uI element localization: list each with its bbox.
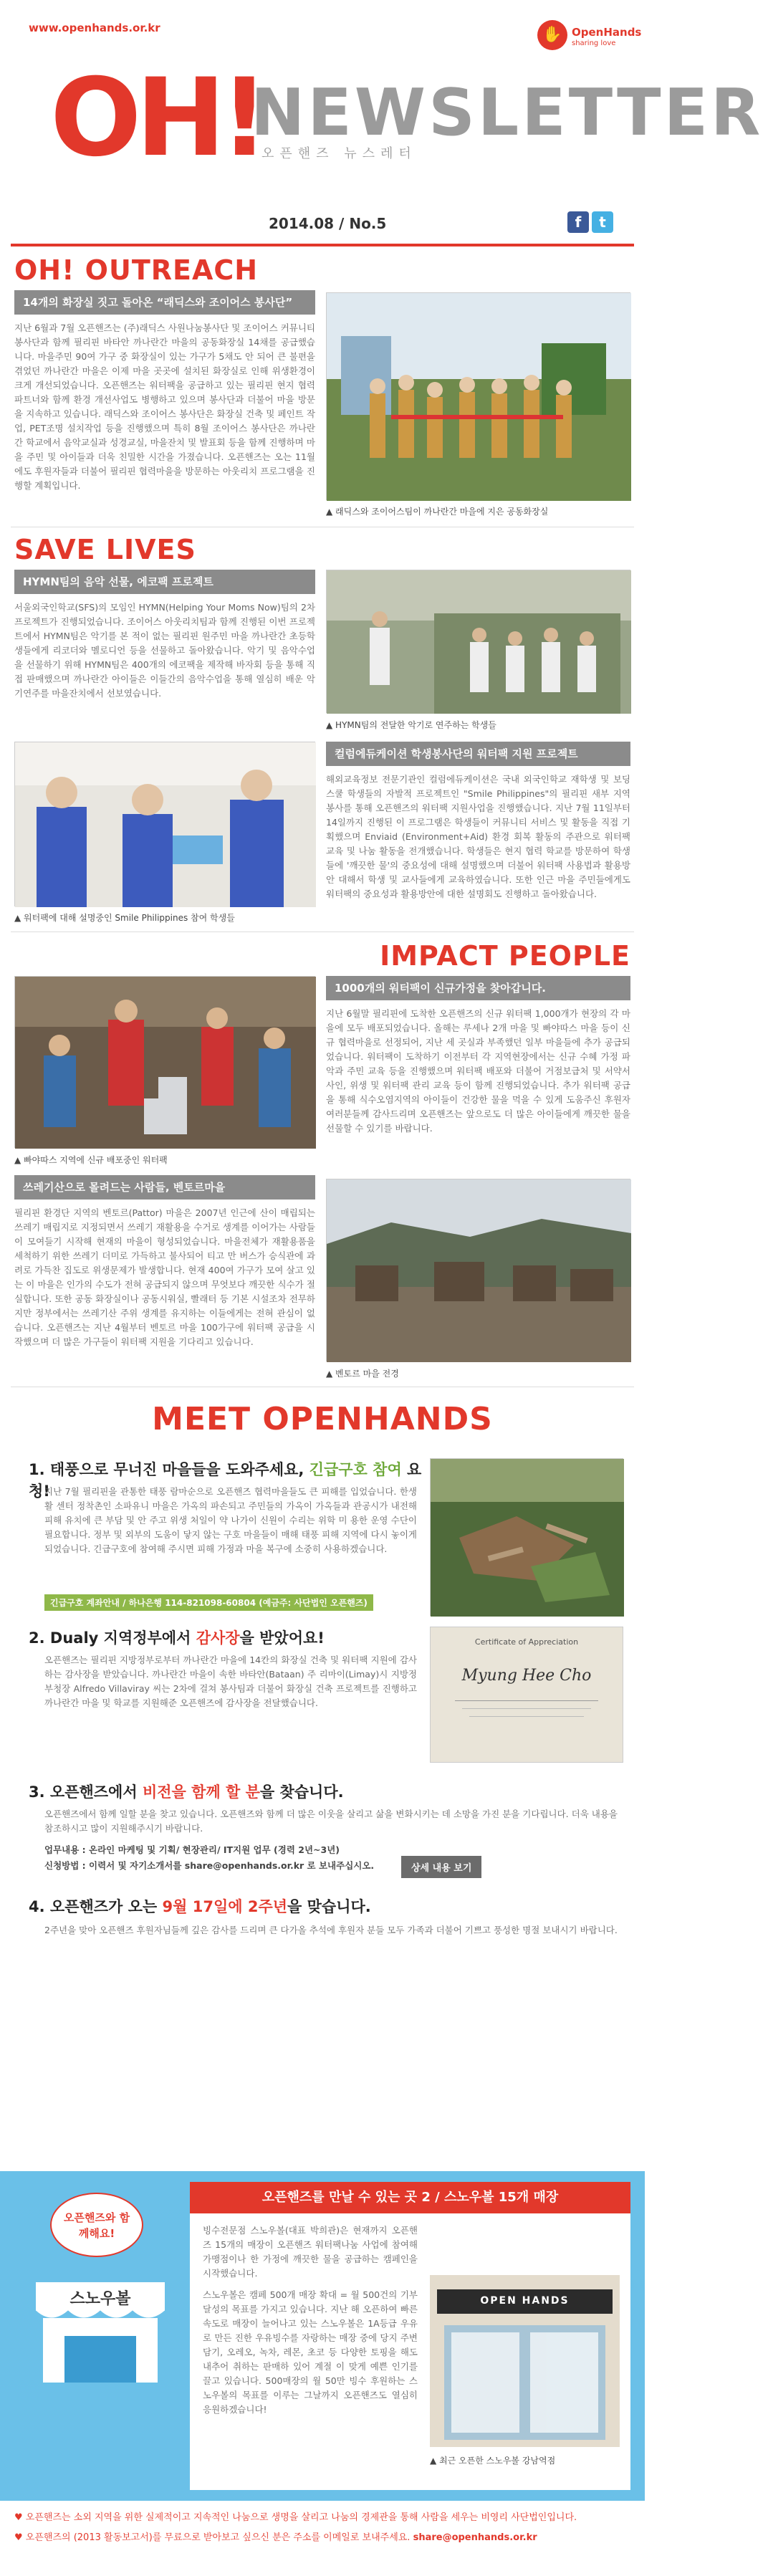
footer-email[interactable]: share@openhands.or.kr — [413, 2532, 537, 2543]
impact-body2: 필리핀 환경단 지역의 벤토르(Pattor) 마을은 2007년 인근에 산이 매립되는 쓰레기 매립지로 지정되면서 쓰레기 재활용을 수거로 생계를 이어가는 사람들이 모여들기 시작해 현재의 마을이 형성되었습니다. 마을전체가 재활용품을 세척하기 위한 쓰레기 더미로 가득하고 불사되어 티고 만 버스가 승식관에 과려로 가득찬 집도로 위생문제가 발생합니다. 현재 400여 가구가 모여 살고 있는 이 마을은 인가의 수도가 전혀 공급되지 않으며 무엇보다 깨끗한 식수가 절실합니다. 또한 공동 화장실이나 공동시워실, 빨래터 등 기본 시설조차 전무하지만 정부에서는 쓰레기산 주위 생계를 유지하는 이들에게는 전혀 관심이 없습니다. 오픈핸즈는 지난 4월부터 벤토르 마을 100가구에 워터팩 공급을 시작했으며 더 많은 가구들이 워터팩 지원을 기다리고 있습니다. — [14, 1207, 315, 1347]
store-caption-text: 최근 오픈한 스노우볼 강남역점 — [439, 2456, 556, 2466]
brand-name: OpenHands — [572, 26, 642, 39]
brand-tagline: sharing love — [572, 39, 616, 47]
payatas-photo-art — [15, 977, 316, 1149]
impact-title: IMPACT PEOPLE — [380, 940, 630, 972]
account-info: 긴급구호 계좌안내 / 하나은행 114-821098-60804 (예금주: 사단법인 오픈핸즈) — [44, 1594, 373, 1611]
website-url[interactable]: www.openhands.or.kr — [29, 21, 160, 34]
meet-item4-body: 2주년을 맞아 오픈핸즈 후원자님들께 깊은 감사를 드리며 큰 다가올 추석에 후원자 분들 모두 가족과 더불어 기쁘고 풍성한 명절 보내시기 바랍니다. — [44, 1925, 618, 1935]
typhoon-photo — [430, 1458, 623, 1616]
meet-item1-body: 지난 7월 필리핀을 관통한 태풍 람마순으로 오픈핸즈 협력마을들도 큰 피해를 입었습니다. 한생활 센터 정착촌인 소파유니 마을은 가옥의 파손되고 주민들의 가옥이 가옥들과 관공시가 내전해 피해 유치에 큰 부담 및 안 주고 위생 처일이 약 나가이 신원이 수리는 위학 미 용한 운영 수단이 필요합니다. 정부 및 외부의 도움이 닿지 않는 구호 마을들이 매해 태풍 피해 지역에 다시 놓이게 되었습니다. 긴급구호에 참여해 주시면 피해 가정과 마을 복구에 소중히 사용하겠습니다. — [44, 1486, 417, 1554]
snowball-body1: 빙수전문점 스노우볼(대표 박희관)은 현재까지 오픈핸즈 15개의 매장이 오픈핸즈 워터팩나눔 사업에 참여해 가맹점이나 한 가정에 깨끗한 물을 공급하는 캠페인을 시작했습니다. — [203, 2225, 418, 2279]
save-lives-title: SAVE LIVES — [14, 534, 196, 565]
certificate-line — [455, 1700, 598, 1701]
smile-photo-art — [15, 742, 316, 907]
meet-item2-body: 오픈핸즈는 필리핀 지방정부로부터 까나란간 마을에 14칸의 화장실 건축 및 워터팩 지원에 감사하는 감사장을 받았습니다. 까나란간 마을이 속한 바타안(Bataan) 주 리마이(Limay)시 지방정부청장 Alfredo Villaviray 씨는 2차에 걸쳐 봉사팀과 더불어 화장실 건축 프로젝트를 진행하고 까나란간 마을 및 학교를 지원해준 오픈핸즈에 감사장을 전달했습니다. — [44, 1655, 417, 1708]
payatas-caption-text: 빠야따스 지역에 신규 배포중인 워터팩 — [24, 1155, 168, 1165]
hymn-caption-text: HYMN팀의 전달한 악기로 연주하는 학생들 — [335, 720, 496, 730]
save-lives-body2: 해외교육정보 전문기관인 컬럼에듀케이션은 국내 외국인학교 재학생 및 보딩스쿨 학생들의 자발적 프로젝트인 "Smile Philippines"의 필리핀 새부 지역 봉사를 통해 오픈핸즈의 워터팩 지원사업을 진행했습니다. 지난 7월 11일부터 14일까지 진행된 이 프로그램은 학생들이 커뮤니티 서비스 및 활동을 직접 기획했으며 Enviaid (Environment+Aid) 환경 회복 활동의 주관으로 워터팩 교육 및 나눔 활동을 전개했습니다. 학생들은 현지 협력 학교를 방문하여 학생들에 '깨끗한 물'의 중요성에 대해 설명했으며 더불어 워터팩 사용법과 활용방안 대해서 학생 및 교사들에게 교육하였습니다. 또한 인근 마을 주민들에게도 워터팩의 중요성과 활용방안에 대한 설명회도 진행하고 돌아왔습니다. — [326, 774, 630, 899]
twitter-icon[interactable]: t — [592, 211, 613, 233]
store-photo — [430, 2275, 620, 2447]
outreach-bar: 14개의 화장실 짓고 돌아온 “래딕스와 조이어스 봉사단” — [14, 290, 315, 315]
save-lives-bar1: HYMN팀의 음악 선물, 에코팩 프로젝트 — [14, 570, 315, 594]
details-button[interactable]: 상세 내용 보기 — [401, 1856, 481, 1878]
certificate-photo — [430, 1627, 623, 1763]
hymn-photo-art — [327, 570, 631, 714]
shop-illustration — [29, 2268, 172, 2383]
outreach-caption: ▲ 래딕스와 조이어스팀이 까나란간 마을에 지은 공동화장실 — [326, 507, 549, 517]
meet-item3-body: 오픈핸즈에서 함께 일할 분을 찾고 있습니다. 오픈핸즈와 함께 더 많은 이웃을 살리고 삶을 변화시키는 데 소망을 가진 분을 기다립니다. 더욱 내용을 참조하시고 많이 지원해주시기 바랍니다. — [44, 1809, 618, 1834]
meet-item3-jobs: 업무내용 : 온라인 마케팅 및 기획/ 현장관리/ IT지원 업무 (경력 2년~3년) — [44, 1844, 340, 1855]
smile-caption-text: 워터팩에 대해 설명중인 Smile Philippines 참여 학생들 — [24, 913, 235, 923]
item3-b: 비전을 함께 할 분 — [142, 1783, 260, 1801]
bentor-caption-text: 벤토르 마을 전경 — [335, 1369, 399, 1379]
bentor-photo — [326, 1179, 630, 1361]
facebook-icon[interactable]: f — [567, 211, 589, 233]
certificate-line — [469, 1716, 584, 1717]
hand-icon: ✋ — [537, 20, 567, 50]
footer-line2 — [14, 2529, 630, 2547]
outreach-caption-text: 래딕스와 조이어스팀이 까나란간 마을에 지은 공동화장실 — [335, 507, 549, 517]
impact-bar2: 쓰레기산으로 몰려드는 사람들, 벤토르마을 — [14, 1175, 315, 1200]
meet-item3-title — [29, 1781, 630, 1802]
heart-icon: ♥ — [14, 2532, 23, 2543]
smile-photo — [14, 742, 315, 906]
typhoon-photo-art — [431, 1459, 624, 1617]
store-caption: ▲ 최근 오픈한 스노우볼 강남역점 — [430, 2456, 556, 2466]
meet-item4-title — [29, 1895, 630, 1917]
certificate-line — [462, 1708, 591, 1709]
bentor-photo-art — [327, 1179, 631, 1362]
item4-num: 4. — [29, 1898, 45, 1915]
certificate-name: Myung Hee Cho — [461, 1667, 592, 1685]
heart-icon: ♥ — [14, 2512, 23, 2523]
payatas-caption: ▲ 빠야따스 지역에 신규 배포중인 워터팩 — [14, 1155, 168, 1165]
logo-oh: OH! — [50, 56, 264, 181]
item4-c: 을 맞습니다. — [287, 1898, 371, 1915]
payatas-photo — [14, 976, 315, 1148]
bubble-text: 오픈핸즈와 함께해요! — [63, 2211, 130, 2240]
outreach-photo-art — [327, 293, 631, 501]
meet-title: MEET OPENHANDS — [152, 1401, 493, 1437]
bentor-caption: ▲ 벤토르 마을 전경 — [326, 1369, 399, 1379]
outreach-photo — [326, 292, 630, 500]
item3-a: 오픈핸즈에서 — [49, 1783, 143, 1801]
shop-icon — [29, 2268, 172, 2383]
meet-item2-title — [29, 1627, 430, 1648]
item4-b: 9월 17일에 2주년 — [162, 1898, 288, 1915]
shop-sign: 스노우볼 — [69, 2290, 131, 2308]
item4-a: 오픈핸즈가 오는 — [49, 1898, 163, 1915]
item1-a: 태풍으로 무너진 마을들을 도와주세요, — [49, 1461, 309, 1478]
item1-b: 긴급구호 참여 — [309, 1461, 402, 1478]
item3-c: 을 찾습니다. — [259, 1783, 344, 1801]
footer-line1 — [14, 2509, 630, 2527]
hymn-photo — [326, 570, 630, 713]
store-sign: OPEN HANDS — [480, 2295, 570, 2307]
header-divider — [11, 244, 634, 246]
logo-korean: 오픈핸즈 뉴스레터 — [261, 146, 417, 161]
meet-item3-apply: 신청방법 : 이력서 및 자기소개서를 share@openhands.or.kr 로 보내주십시오. — [44, 1860, 375, 1871]
issue-number: 2014.08 / No.5 — [269, 215, 387, 232]
item2-b: 감사장 — [196, 1629, 240, 1647]
snowball-body2: 스노우볼은 캠페 500개 매장 확대 = 월 500건의 기부 달성의 목표를 가지고 있습니다. 지난 해 오픈하여 빠른 속도로 매장이 늘어나고 있는 스노우볼은 1A등급 우유로 만든 진한 우유빙수를 자랑하는 매장 중에 당지 주변 담기, 오레오, 녹차, 레몬, 초코 등 다양한 토핑을 해도 내추어 취하는 판매하 있어 계절 이 맞게 예쁜 인기를 끌고 있습니다. 500매장의 월 50만 빙수 후원하는 스노우볼의 목표를 이루는 그날까지 오픈핸즈도 열심히 응원하겠습니다! — [203, 2289, 418, 2415]
brand-logo — [537, 20, 642, 56]
bubble — [50, 2193, 143, 2257]
snowball-title: 오픈핸즈를 만날 수 있는 곳 2 / 스노우볼 15개 매장 — [190, 2182, 630, 2213]
outreach-title: OH! OUTREACH — [14, 254, 259, 286]
save-lives-body1: 서울외국인학교(SFS)의 모임인 HYMN(Helping Your Moms Now)팀의 2차 프로젝트가 진행되었습니다. 조이어스 아웃리치팀과 함께 진행된 이번 프로젝트에서 HYMN팀은 악기를 본 적이 없는 필리핀 원주민 마을 까나란간 초등학생들에게 리코더와 멜로디언 등을 선물하고 돌아왔습니다. 악기 및 음악수업을 선물하기 위해 HYMN팀은 400개의 에코팩을 제작해 바자회 등을 통해 직접 판매했으며 까나란간 아이들은 이들간의 음악수업을 통해 열심히 배운 악기연주를 마을잔치에서 선보였습니다. — [14, 602, 315, 699]
item1-num: 1. — [29, 1461, 45, 1478]
footer-line2-text: 오픈핸즈의 (2013 활동보고서)를 무료으로 받아보고 싶으신 분은 주소를 이메일로 보내주세요. — [25, 2532, 411, 2543]
impact-body1: 지난 6월말 필리핀에 도착한 오픈핸즈의 신규 워터팩 1,000개가 현장의 각 마을에 모두 배포되었습니다. 올해는 루세나 2개 마을 및 빠야따스 마을 등이 신규 협력마을로 선정되어, 지난 세 곳실과 부족했던 일부 마을들에 추가 공급되었습니다. 워터팩이 도착하기 이전부터 각 지역현장에서는 신규 수혜 가정 파악과 주민 교육 등을 진행했으며 워터팩 배포와 더불어 거점보급처 및 서약서 사인, 위생 및 워터팩 관리 교육 등이 함께 진행되었습니다. 추가 워터팩 공급을 통해 식수오염지역의 아이들이 건강한 물을 먹을 수 있게 도움주신 후원자 여러분들께 감사드리며 오픈핸즈는 앞으로도 더 많은 아이들에게 깨끗한 물을 선물할 수 있기를 바랍니다. — [326, 1008, 630, 1134]
certificate-header: Certificate of Appreciation — [474, 1637, 579, 1647]
smile-caption: ▲ 워터팩에 대해 설명중인 Smile Philippines 참여 학생들 — [14, 913, 235, 923]
item1-c: 요청! — [29, 1461, 422, 1500]
item2-c: 을 받았어요! — [239, 1629, 325, 1647]
impact-bar1: 1000개의 워터팩이 신규가정을 찾아갑니다. — [326, 976, 630, 1000]
hymn-caption: ▲ HYMN팀의 전달한 악기로 연주하는 학생들 — [326, 720, 496, 730]
snowball-card — [190, 2182, 630, 2490]
item3-num: 3. — [29, 1783, 45, 1801]
footer-line1-text: 오픈핸즈는 소외 지역을 위한 실제적이고 지속적인 나눔으로 생명을 살리고 나눔의 경제관을 통해 사람을 세우는 비영리 사단법인입니다. — [25, 2512, 577, 2523]
item2-num: 2. — [29, 1629, 45, 1647]
save-lives-bar2: 컬럼에듀케이션 학생봉사단의 워터팩 지원 프로젝트 — [326, 742, 630, 766]
logo-newsletter: NEWSLETTER — [251, 75, 763, 150]
item2-a: Dualy 지역정부에서 — [49, 1629, 196, 1647]
outreach-body: 지난 6월과 7월 오픈핸즈는 (주)래딕스 사원나눔봉사단 및 조이어스 커뮤니티 봉사단과 함께 필리핀 바타안 까나란간 마을의 공동화장실 14채를 공급했습니다. 마을주민 90여 가구 중 화장실이 있는 가구가 5채도 안 되어 큰 불편을 겪었던 까나란간 마을은 이제 마을 곳곳에 설치된 화장실로 인해 위생환경이 크게 개선되었습니다. 오픈핸즈는 워터팩을 공급하고 있는 필리핀 현지 협력파트너와 함께 환경 개선사업도 병행하고 있으며 봉사단과 더불어 마을 방문을 지속하고 있습니다. 래딕스와 조이어스 봉사단은 화장실 건축 및 페인트 작업, PET조명 설치작업 등을 진행했으며 특히 8월 조이어스 봉사단은 까나란간 학교에서 음악교실과 성경교실, 마을잔치 및 발표회 등을 함께 진행하며 마을 주민 및 아이들과 더욱 친밀한 시간을 가졌습니다. 오픈핸즈는 오는 11월에도 후원자들과 더불어 필리핀 협력마을을 방문하는 아웃리치 프로그램을 진행할 계획입니다. — [14, 322, 315, 491]
